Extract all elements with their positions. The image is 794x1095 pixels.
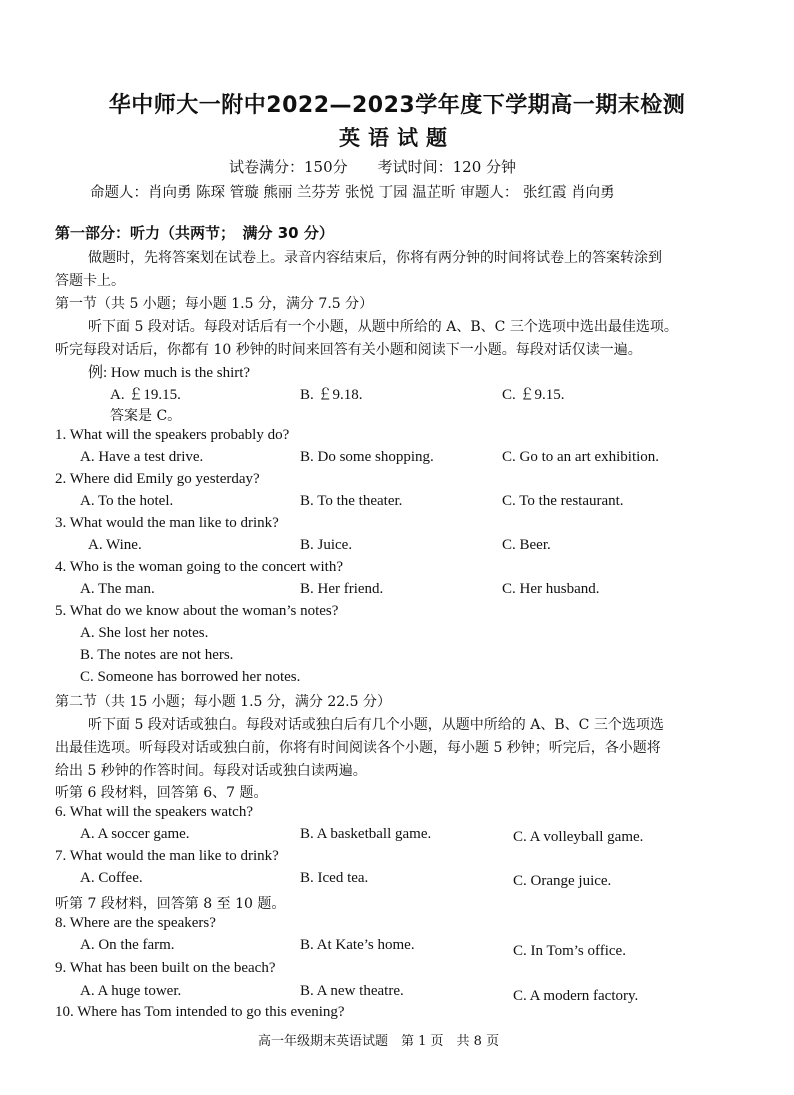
part1-intro-cont: 答题卡上。 bbox=[55, 273, 125, 289]
q4-option-b: B. Her friend. bbox=[300, 581, 384, 597]
example-question: 例: How much is the shirt? bbox=[88, 365, 251, 381]
score-time-line: 试卷满分：150分 考试时间：120 分钟 bbox=[229, 158, 517, 176]
material-7-note: 听第 7 段材料，回答第 8 至 10 题。 bbox=[55, 896, 286, 912]
section2-instructions: 听下面 5 段对话或独白。每段对话或独白后有几个小题，从题中所给的 A、B、C 三个选项选 bbox=[88, 717, 664, 733]
q7-option-a: A. Coffee. bbox=[80, 870, 143, 886]
question-4: 4. Who is the woman going to the concert with? bbox=[55, 559, 343, 575]
section2-heading: 第二节（共 15 小题；每小题 1.5 分，满分 22.5 分） bbox=[55, 694, 391, 710]
q7-option-b: B. Iced tea. bbox=[300, 870, 369, 886]
q6-option-c: C. A volleyball game. bbox=[513, 829, 644, 845]
q8-option-b: B. At Kate’s home. bbox=[300, 937, 415, 953]
question-5: 5. What do we know about the woman’s notes? bbox=[55, 603, 339, 619]
question-1: 1. What will the speakers probably do? bbox=[55, 427, 290, 443]
question-9: 9. What has been built on the beach? bbox=[55, 960, 276, 976]
q5-option-c: C. Someone has borrowed her notes. bbox=[80, 669, 301, 685]
q9-option-b: B. A new theatre. bbox=[300, 983, 404, 999]
subject-title: 英语试题 bbox=[339, 126, 455, 150]
question-10: 10. Where has Tom intended to go this evening? bbox=[55, 1004, 345, 1020]
q9-option-a: A. A huge tower. bbox=[80, 983, 182, 999]
part1-intro: 做题时，先将答案划在试卷上。录音内容结束后，你将有两分钟的时间将试卷上的答案转涂到 bbox=[88, 250, 662, 266]
section2-instructions-cont: 出最佳选项。听每段对话或独白前，你将有时间阅读各个小题，每小题 5 秒钟；听完后，各小题将 bbox=[55, 740, 661, 756]
q4-option-c: C. Her husband. bbox=[502, 581, 600, 597]
section1-heading: 第一节（共 5 小题；每小题 1.5 分，满分 7.5 分） bbox=[55, 296, 374, 312]
q8-option-c: C. In Tom’s office. bbox=[513, 943, 626, 959]
example-option-c: C. ￡9.15. bbox=[502, 387, 565, 403]
part1-heading: 第一部分：听力（共两节； 满分 30 分） bbox=[55, 224, 334, 242]
authors-line: 命题人：肖向勇 陈琛 管璇 熊丽 兰芬芳 张悦 丁园 温芷昕 审题人： 张红霞 肖向勇 bbox=[90, 185, 615, 201]
q9-option-c: C. A modern factory. bbox=[513, 988, 639, 1004]
q2-option-a: A. To the hotel. bbox=[80, 493, 174, 509]
q3-option-c: C. Beer. bbox=[502, 537, 551, 553]
page-footer: 高一年级期末英语试题 第 1 页 共 8 页 bbox=[258, 1034, 500, 1049]
q2-option-b: B. To the theater. bbox=[300, 493, 403, 509]
q7-option-c: C. Orange juice. bbox=[513, 873, 612, 889]
example-option-b: B. ￡9.18. bbox=[300, 387, 363, 403]
q6-option-b: B. A basketball game. bbox=[300, 826, 432, 842]
q8-option-a: A. On the farm. bbox=[80, 937, 175, 953]
question-8: 8. Where are the speakers? bbox=[55, 915, 216, 931]
q1-option-c: C. Go to an art exhibition. bbox=[502, 449, 660, 465]
q4-option-a: A. The man. bbox=[80, 581, 155, 597]
example-option-a: A. ￡19.15. bbox=[110, 387, 181, 403]
q5-option-a: A. She lost her notes. bbox=[80, 625, 209, 641]
q2-option-c: C. To the restaurant. bbox=[502, 493, 624, 509]
q3-option-b: B. Juice. bbox=[300, 537, 353, 553]
question-3: 3. What would the man like to drink? bbox=[55, 515, 279, 531]
question-6: 6. What will the speakers watch? bbox=[55, 804, 253, 820]
section1-instructions-cont: 听完每段对话后，你都有 10 秒钟的时间来回答有关小题和阅读下一小题。每段对话仅读一遍。 bbox=[55, 342, 642, 358]
q1-option-a: A. Have a test drive. bbox=[80, 449, 204, 465]
example-answer: 答案是 C。 bbox=[110, 408, 182, 424]
q1-option-b: B. Do some shopping. bbox=[300, 449, 434, 465]
section2-instructions-end: 给出 5 秒钟的作答时间。每段对话或独白读两遍。 bbox=[55, 763, 367, 779]
material-6-note: 听第 6 段材料，回答第 6、7 题。 bbox=[55, 785, 268, 801]
question-2: 2. Where did Emily go yesterday? bbox=[55, 471, 260, 487]
q5-option-b: B. The notes are not hers. bbox=[80, 647, 234, 663]
q3-option-a: A. Wine. bbox=[88, 537, 142, 553]
question-7: 7. What would the man like to drink? bbox=[55, 848, 279, 864]
exam-title: 华中师大一附中2022—2023学年度下学期高一期末检测 bbox=[108, 93, 686, 118]
section1-instructions: 听下面 5 段对话。每段对话后有一个小题，从题中所给的 A、B、C 三个选项中选出最佳选项。 bbox=[88, 319, 678, 335]
q6-option-a: A. A soccer game. bbox=[80, 826, 190, 842]
